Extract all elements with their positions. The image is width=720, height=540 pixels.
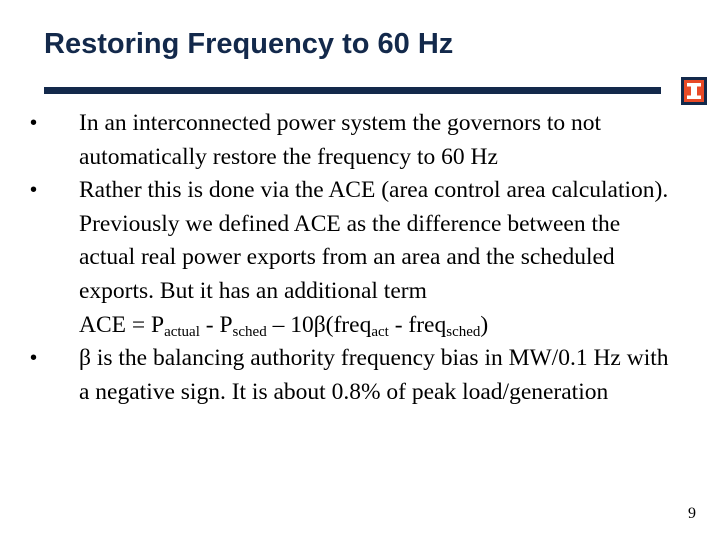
bullet-list [30,107,670,409]
slide-title: Restoring Frequency to 60 Hz [44,28,454,60]
bullet-item [30,342,670,409]
bullet-text: β is the balancing authority frequency bias in MW/0.1 Hz with a negative sign. It is about 0.8% of peak load/generation [79,345,669,405]
title-underline [44,87,661,94]
eq-minus2: - freq [388,311,447,338]
eq-bias-term: – 10β(freq [266,311,372,338]
eq-close: ) [480,311,489,338]
eq-sub-sched: sched [232,323,267,340]
eq-sub-actual: actual [164,323,200,340]
bullet-text: In an interconnected power system the governors to not automatically restore the frequency to 60 Hz [79,110,602,170]
eq-sub-act: act [371,323,389,340]
eq-sub-sched2: sched [446,323,481,340]
bullet-item [30,107,670,174]
illinois-block-i-icon [681,77,707,105]
bullet-marker: • [30,112,38,134]
ace-equation [79,309,670,343]
eq-minus: - P [199,311,233,338]
page-number: 9 [688,505,696,522]
bullet-item [30,174,670,342]
bullet-marker: • [30,179,38,202]
eq-lhs: ACE = P [79,311,165,338]
bullet-marker: • [30,347,38,370]
bullet-text: Rather this is done via the ACE (area control area calculation). Previously we defined ACE as the difference between the actual real power exports from an area and the scheduled exports. But it has an additional term [79,177,669,304]
